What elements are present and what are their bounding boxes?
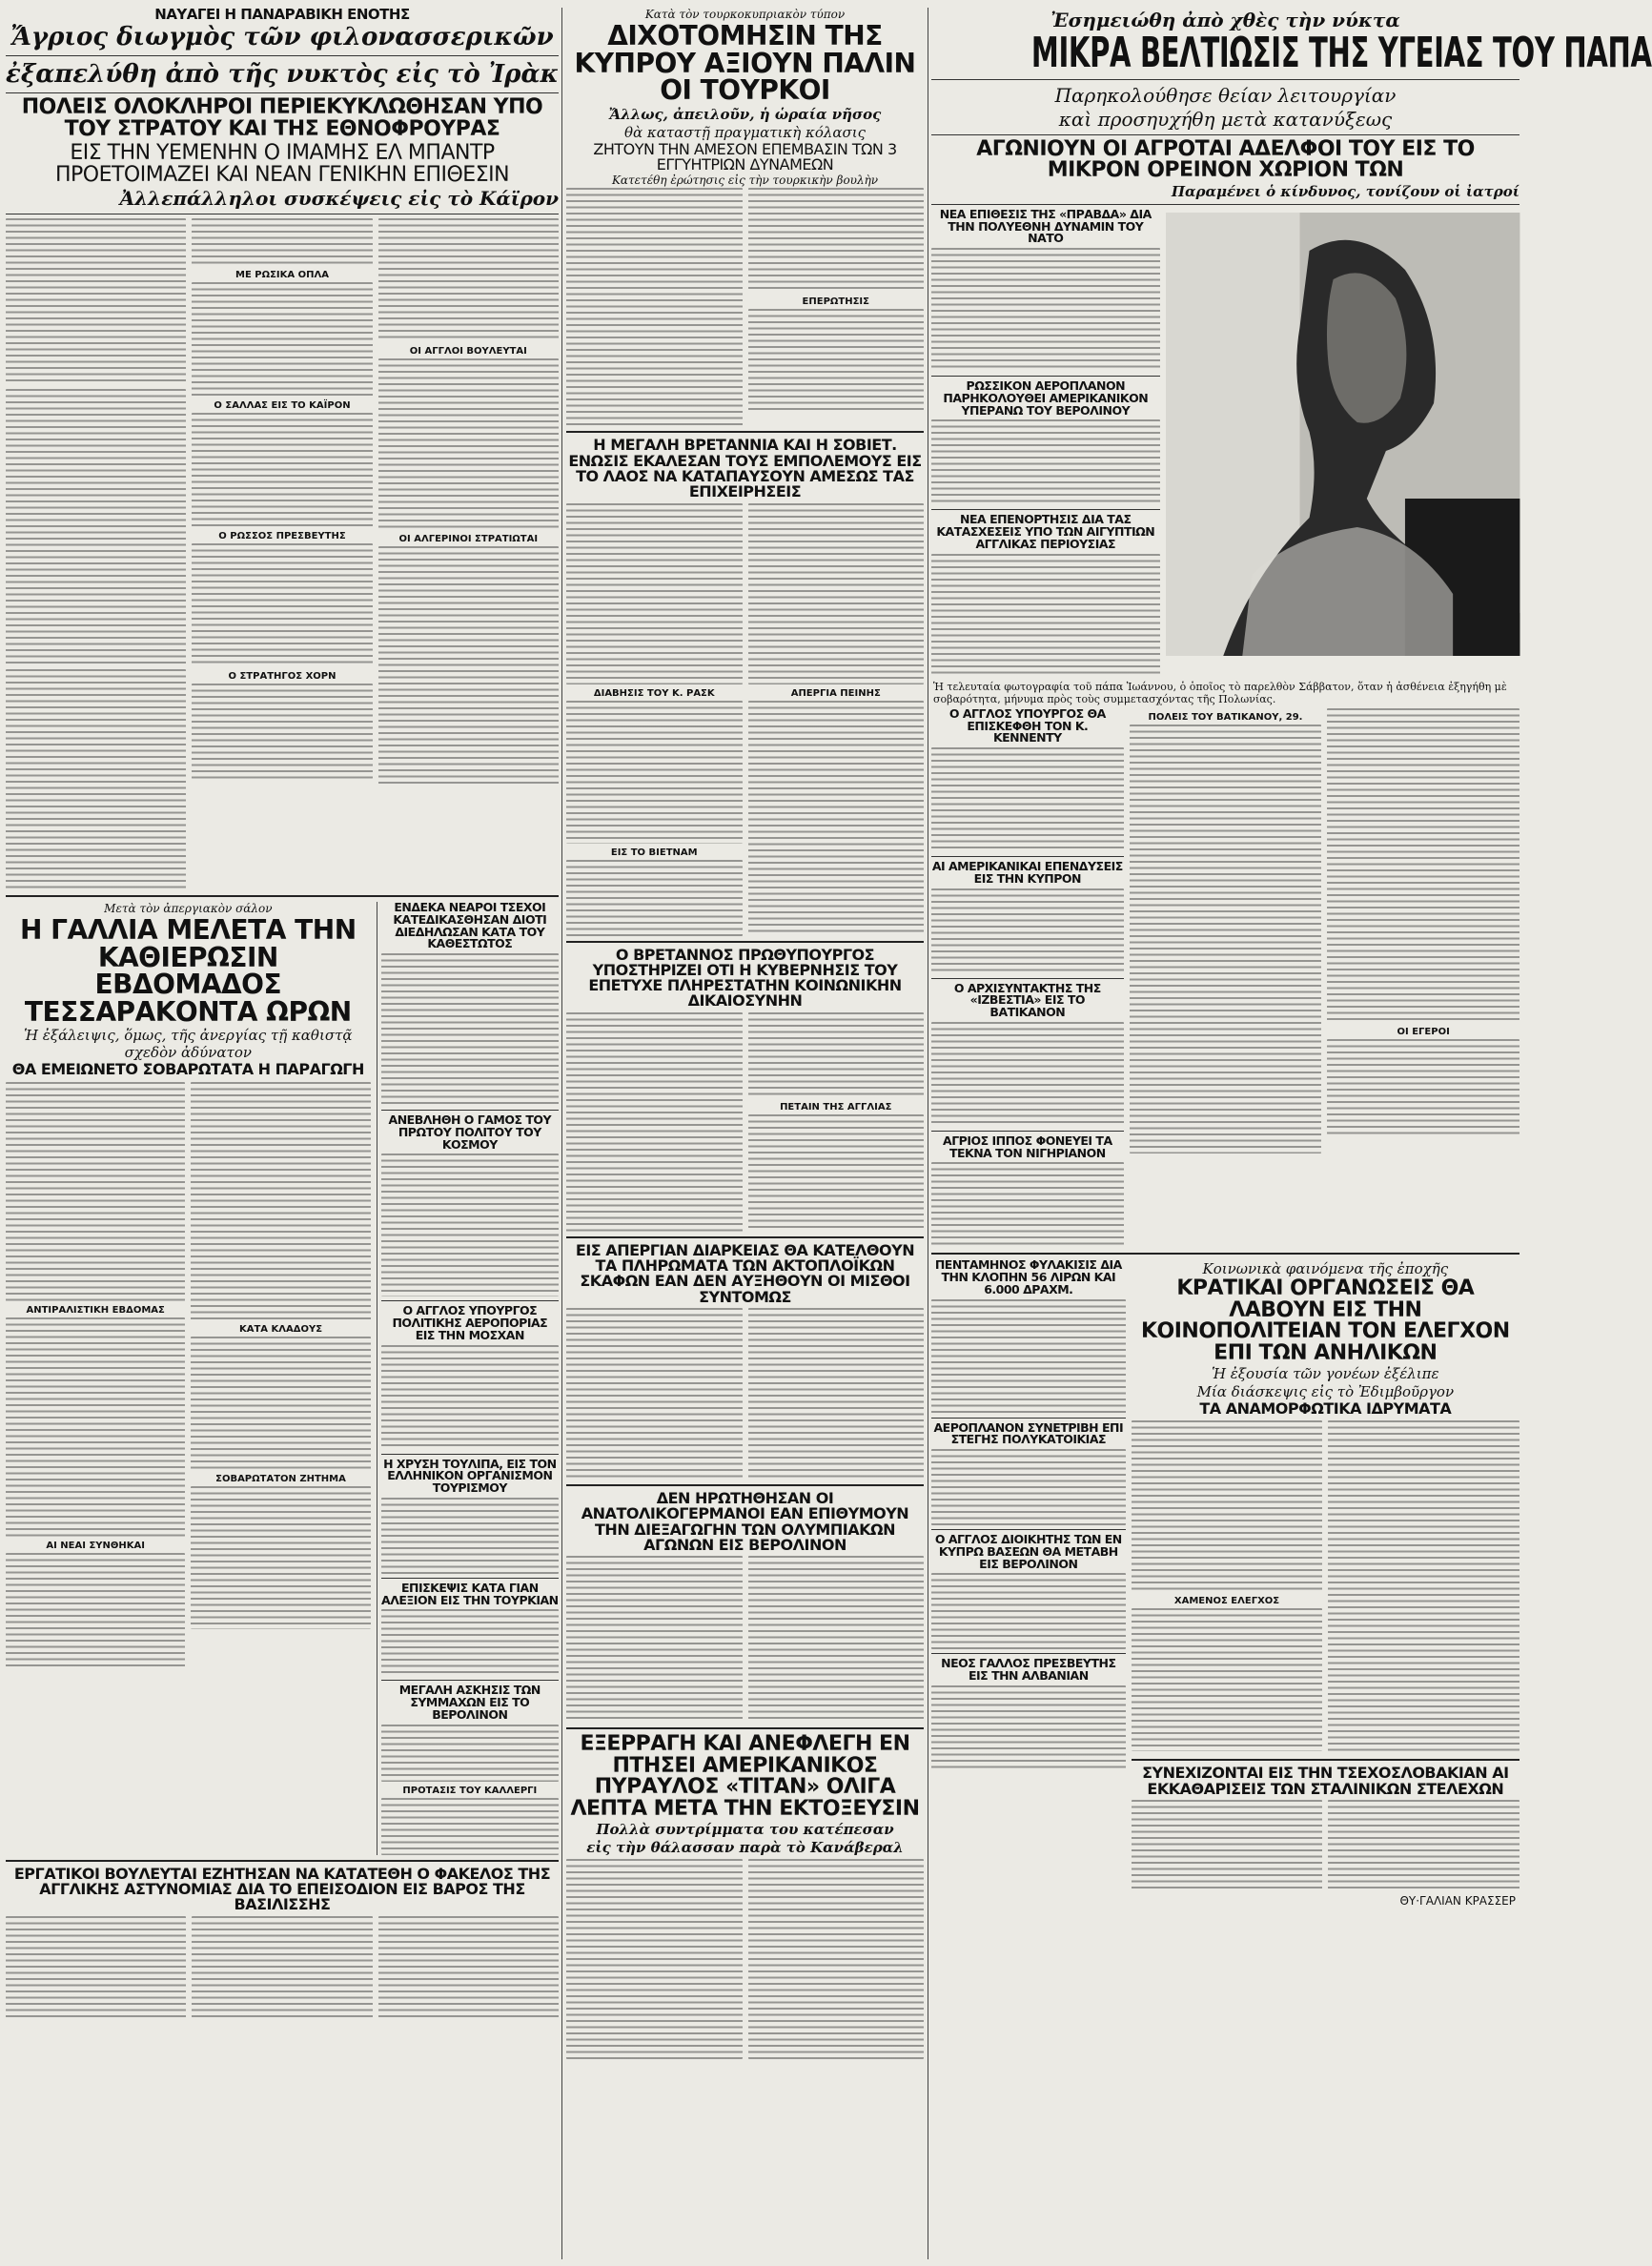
subhead-question-parliament: Κατετέθη ἐρώτησις εἰς τὴν τουρκικὴν βουλὴν [611,174,879,188]
body-text [6,1317,185,1537]
divider [566,1727,924,1729]
divider [381,1578,559,1579]
body-text [192,1916,372,2021]
section-english-mps: ΟΙ ΑΓΓΛΟΙ ΒΟΥΛΕΥΤΑΙ [409,346,527,357]
column-right [931,8,1652,2262]
body-text [931,1685,1126,1771]
subhead-doctors: Παραμένει ὁ κίνδυνος, τονίζουν οἱ ἰατροί [1171,182,1519,200]
body-text [566,1308,743,1480]
brief-english-minister-moscow: Ο ΑΓΓΛΟΣ ΥΠΟΥΡΓΟΣ ΠΟΛΙΤΙΚΗΣ ΑΕΡΟΠΟΡΙΑΣ ΕΙΣ ΤΗΝ ΜΟΣΧΑΝ [392,1303,548,1342]
subhead-production: ΘΑ ΕΜΕΙΩΝΕΤΟ ΣΟΒΑΡΩΤΑΤΑ Η ΠΑΡΑΓΩΓΗ [11,1060,364,1079]
headline-titan-explosion: ΕΞΕΡΡΑΓΗ ΚΑΙ ΑΝΕΦΛΕΓΗ ΕΝ ΠΤΗΣΕΙ ΑΜΕΡΙΚΑΝΙΚΟΣ ΠΥΡΑΥΛΟΣ «ΤΙΤΑΝ» ΟΛΙΓΑ ΛΕΠΤΑ ΜΕΤΑ ΤΗΝ ΕΚΤΟΞΕΥΣΙΝ [570,1732,920,1821]
divider [6,92,559,93]
pm-body [566,1012,924,1232]
body-text [381,1609,559,1676]
headline-britain-soviet: Η ΜΕΓΑΛΗ ΒΡΕΤΑΝΝΙΑ ΚΑΙ Η ΣΟΒΙΕΤ. ΕΝΩΣΙΣ ΕΚΑΛΕΣΑΝ ΤΟΥΣ ΕΜΠΟΛΕΜΟΥΣ ΕΙΣ ΤΟ ΛΑΟΣ ΝΑ ΚΑΤΑΠΑΥΣΟΥΝ ΑΜΕΣΩΣ ΤΑΣ ΕΠΙΧΕΙΡΗΣΕΙΣ [568,436,922,501]
body-text [6,1916,186,2021]
divider [6,55,559,56]
divider [931,1253,1519,1255]
body-text [748,1308,925,1480]
body-text [931,248,1160,372]
subhead-guarantors: ΖΗΤΟΥΝ ΤΗΝ ΑΜΕΣΟΝ ΕΠΕΜΒΑΣΙΝ ΤΩΝ 3 ΕΓΓΥΗΤΡΙΩΝ ΔΥΝΑΜΕΩΝ [593,139,897,174]
brief-five-month-sentence: ΠΕΝΤΑΜΗΝΟΣ ΦΥΛΑΚΙΣΙΣ ΔΙΑ ΤΗΝ ΚΛΟΠΗΝ 56 ΛΙΡΩΝ ΚΑΙ 6.000 ΔΡΑΧΜ. [934,1257,1122,1296]
kicker-panarab: ΝΑΥΑΓΕΙ Η ΠΑΝΑΡΑΒΙΚΗ ΕΝΟΤΗΣ [154,6,410,23]
body-text [1328,1800,1519,1890]
divider [931,79,1519,80]
lower-left-briefs [377,902,559,1855]
pope-photo-block [1166,209,1519,678]
section-vatican-city: ΠΟΛΕΙΣ ΤΟΥ ΒΑΤΙΚΑΝΟΥ, 29. [1148,711,1303,723]
body-text [1130,725,1322,1153]
body-text [378,1916,559,2021]
headline-czech-purges: ΣΥΝΕΧΙΖΟΝΤΑΙ ΕΙΣ ΤΗΝ ΤΣΕΧΟΣΛΟΒΑΚΙΑΝ ΑΙ ΕΚΚΑΘΑΡΙΣΕΙΣ ΤΩΝ ΣΤΑΛΙΝΙΚΩΝ ΣΤΕΛΕΧΩΝ [1142,1764,1509,1798]
body-text [931,888,1124,974]
body-text [192,282,372,397]
divider [566,431,924,433]
body-text [566,1556,743,1723]
body-text [6,389,186,665]
body-text [1132,1420,1323,1592]
headline-yemen: ΕΙΣ ΤΗΝ ΥΕΜΕΝΗΝ Ο ΙΜΑΜΗΣ ΕΛ ΜΠΑΝΤΡ ΠΡΟΕΤΟΙΜΑΖΕΙ ΚΑΙ ΝΕΑΝ ΓΕΝΙΚΗΝ ΕΠΙΘΕΣΙΝ [54,141,510,187]
body-text [1327,1039,1519,1134]
gallia-body [6,1082,371,1667]
body-text [566,1859,743,2059]
body-text [192,413,372,527]
brief-french-ambassador-albania: ΝΕΟΣ ΓΑΛΛΟΣ ΠΡΕΣΒΕΥΤΗΣ ΕΙΣ ΤΗΝ ΑΛΒΑΝΙΑΝ [941,1656,1116,1684]
body-text [931,1573,1126,1649]
brief-golden-tulip: Η ΧΡΥΣΗ ΤΟΥΛΙΠΑ, ΕΙΣ ΤΟΝ ΕΛΛΗΝΙΚΟΝ ΟΡΓΑΝΙΣΜΟΝ ΤΟΥΡΙΣΜΟΥ [383,1456,557,1496]
body-text [381,1345,559,1450]
divider [931,1131,1124,1132]
column-middle [566,8,924,2262]
body-text [748,701,925,934]
body-text [931,419,1160,505]
kicker-gallia: Μετὰ τὸν ἀπεργιακὸν σάλον [104,902,273,916]
section-hunger-strike: ΑΠΕΡΓΙΑ ΠΕΙΝΗΣ [790,687,881,699]
strike-body [566,1308,924,1480]
body-text [1132,1608,1323,1751]
divider [931,1653,1126,1654]
subhead-edinburgh: Μία διάσκεψις εἰς τὸ Ἐδιμβοῦργον [1196,1383,1455,1401]
column-divider [561,8,562,2259]
subhead-parents: Ἡ ἐξουσία τῶν γονέων ἐξέλιπε [1212,1365,1439,1383]
headline-olympics-berlin: ΔΕΝ ΗΡΩΤΗΘΗΣΑΝ ΟΙ ΑΝΑΤΟΛΙΚΟΓΕΡΜΑΝΟΙ ΕΑΝ ΕΠΙΘΥΜΟΥΝ ΤΗΝ ΔΙΕΞΑΓΩΓΗΝ ΤΩΝ ΟΛΥΜΠΙΑΚΩΝ ΑΓΩΝΩΝ ΕΙΣ ΒΕΡΟΛΙΝΟΝ [581,1489,909,1554]
iraq-article-body [6,218,559,890]
body-text [378,218,559,342]
headline-iraq-2: ἐξαπελύθη ἀπὸ τῆς νυκτὸς εἰς τὸ Ἰρὰκ [6,60,559,90]
body-text [748,309,925,414]
divider [381,1110,559,1111]
cyprus-body [566,188,924,426]
mid-right-block [931,705,1519,1249]
brief-egypt-seizures: ΝΕΑ ΕΠΕΝΟΡΤΗΣΙΣ ΔΙΑ ΤΑΣ ΚΑΤΑΣΧΕΣΕΙΣ ΥΠΟ ΤΩΝ ΑΙΓΥΠΤΙΩΝ ΑΓΓΛΙΚΑΣ ΠΕΡΙΟΥΣΙΑΣ [936,512,1155,551]
headline-labour-queen: ΕΡΓΑΤΙΚΟΙ ΒΟΥΛΕΥΤΑΙ ΕΖΗΤΗΣΑΝ ΝΑ ΚΑΤΑΤΕΘΗ Ο ΦΑΚΕΛΟΣ ΤΗΣ ΑΓΓΛΙΚΗΣ ΑΣΤΥΝΟΜΙΑΣ ΔΙΑ ΤΟ ΕΠΕΙΣΟΔΙΟΝ ΕΙΣ ΒΑΡΟΣ ΤΗΣ ΒΑΣΙΛΙΣΣΗΣ [13,1864,551,1914]
divider [381,1300,559,1301]
pope-left-briefs [931,206,1160,678]
subhead-hell: θὰ καταστῇ πραγματικὴ κόλασις [623,123,867,141]
divider [6,895,559,897]
body-text [931,1299,1126,1414]
divider [566,941,924,943]
section-egeron: ΟΙ ΕΓΕΡΟΙ [1397,1026,1450,1037]
column-left [6,8,559,2262]
body-text [6,1082,185,1301]
pope-block [931,206,1519,678]
brief-cyprus-bases-commander: Ο ΑΓΓΛΟΣ ΔΙΟΙΚΗΤΗΣ ΤΩΝ ΕΝ ΚΥΠΡΩ ΒΑΣΕΩΝ ΘΑ ΜΕΤΑΒΗ ΕΙΣ ΒΕΡΟΛΙΝΟΝ [934,1532,1122,1571]
body-text [1328,1420,1519,1754]
body-text [931,554,1160,678]
body-text [931,1449,1126,1525]
body-text [566,1012,743,1232]
body-text [931,1022,1124,1127]
body-text [381,1725,559,1782]
divider [381,1454,559,1455]
body-text [748,1114,925,1229]
section-antiralist-week: ΑΝΤΙΡΑΛΙΣΤΙΚΗ ΕΒΔΟΜΑΣ [26,1304,165,1316]
body-text [381,1798,559,1855]
body-text [191,1486,370,1629]
headline-ferry-strike: ΕΙΣ ΑΠΕΡΓΙΑΝ ΔΙΑΡΚΕΙΑΣ ΘΑ ΚΑΤΕΛΘΟΥΝ ΤΑ ΠΛΗΡΩΜΑΤΑ ΤΩΝ ΑΚΤΟΠΛΟΪΚΩΝ ΣΚΑΦΩΝ ΕΑΝ ΔΕΝ ΑΥΞΗΘΟΥΝ ΟΙ ΜΙΣΘΟΙ ΣΥΝΤΟΜΩΣ [575,1240,915,1306]
section-vietnam: ΕΙΣ ΤΟ ΒΙΕΤΝΑΜ [610,847,698,858]
subhead-debris: Πολλὰ συντρίμματα του κατέπεσαν [596,1821,894,1839]
kicker-last-night: Ἐσημειώθη ἀπὸ χθὲς τὴν νύκτα [1050,9,1400,31]
brief-izvestia-vatican: Ο ΑΡΧΙΣΥΝΤΑΚΤΗΣ ΤΗΣ «ΙΖΒΕΣΤΙΑ» ΕΙΣ ΤΟ ΒΑΤΙΚΑΝΟΝ [953,980,1101,1020]
divider [1132,1759,1519,1761]
headline-juveniles: ΚΡΑΤΙΚΑΙ ΟΡΓΑΝΩΣΕΙΣ ΘΑ ΛΑΒΟΥΝ ΕΙΣ ΤΗΝ ΚΟΙΝΟΠΟΛΙΤΕΙΑΝ ΤΟΝ ΕΛΕΓΧΟΝ ΕΠΙ ΤΩΝ ΑΝΗΛΙΚΩΝ [1141,1276,1510,1365]
body-text [381,1153,559,1296]
czech-body [1132,1800,1519,1890]
brief-russian-plane: ΡΩΣΣΙΚΟΝ ΑΕΡΟΠΛΑΝΟΝ ΠΑΡΗΚΟΛΟΥΘΕΙ ΑΜΕΡΙΚΑΝΙΚΟΝ ΥΠΕΡΑΝΩ ΤΟΥ ΒΕΡΟΛΙΝΟΥ [943,378,1149,418]
britain-body [566,503,924,936]
pope-photograph [1166,213,1519,656]
body-text [748,1556,925,1723]
subhead-cairo: Ἀλλεπάλληλοι συσκέψεις εἰς τὸ Κάϊρον [119,187,559,211]
body-text [6,218,186,385]
brief-alexios-visit: ΕΠΙΣΚΕΨΙΣ ΚΑΤΑ ΓΙΑΝ ΑΛΕΞΙΟΝ ΕΙΣ ΤΗΝ ΤΟΥΡΚΙΑΝ [381,1580,559,1607]
body-text [566,503,743,684]
body-text [192,543,372,667]
body-text [748,503,925,684]
headline-pope-health: ΜΙΚΡΑ ΒΕΛΤΙΩΣΙΣ ΤΗΣ ΥΓΕΙΑΣ ΤΟΥ ΠΑΠΑ [1030,29,1652,77]
body-text [748,1012,925,1098]
section-lost-control: ΧΑΜΕΝΟΣ ΕΛΕΓΧΟΣ [1173,1596,1280,1607]
section-eperotisis: ΕΠΕΡΩΤΗΣΙΣ [802,296,869,308]
body-text [931,1162,1124,1248]
body-text [192,218,372,266]
subhead-liturgy: Παρηκολούθησε θείαν λειτουργίαν [1054,83,1397,107]
divider [931,134,1519,135]
brief-american-investments: ΑΙ ΑΜΕΡΙΚΑΝΙΚΑΙ ΕΠΕΝΔΥΣΕΙΣ ΕΙΣ ΤΗΝ ΚΥΠΡΟΝ [931,859,1123,886]
subhead-unemployment: Ἡ ἐξάλειψις, ὅμως, τῆς ἀνεργίας τῇ καθιστᾷ σχεδὸν ἀδύνατον [24,1027,353,1062]
body-text [6,1553,185,1667]
divider [931,509,1160,510]
brief-wild-horse: ΑΓΡΙΟΣ ΙΠΠΟΣ ΦΟΝΕΥΕΙ ΤΑ ΤΕΚΝΑ ΤΟΝ ΝΙΓΗΡΙΑΝΟΝ [943,1133,1112,1160]
body-text [748,188,925,293]
kicker-social: Κοινωνικὰ φαινόμενα τῆς ἐποχῆς [1202,1260,1449,1278]
section-new-conditions: ΑΙ ΝΕΑΙ ΣΥΝΘΗΚΑΙ [46,1540,145,1551]
body-text [566,188,743,426]
subhead-reformatories: ΤΑ ΑΝΑΜΟΡΦΩΤΙΚΑ ΙΔΡΥΜΑΤΑ [1199,1399,1452,1419]
divider [931,978,1124,979]
headline-iraq-1: Ἄγριος διωγμὸς τῶν φιλονασσερικῶν [10,23,554,52]
headline-british-pm: Ο ΒΡΕΤΑΝΝΟΣ ΠΡΩΘΥΠΟΥΡΓΟΣ ΥΠΟΣΤΗΡΙΖΕΙ ΟΤΙ Η ΚΥΒΕΡΝΗΣΙΣ ΤΟΥ ΕΠΕΤΥΧΕ ΠΛΗΡΕΣΤΑΤΗΝ ΚΟΙΝΩΝΙΚΗΝ ΔΙΚΑΙΟΣΥΝΗΝ [588,945,902,1011]
divider [931,1529,1126,1530]
brief-czech-youths: ΕΝΔΕΚΑ ΝΕΑΡΟΙ ΤΣΕΧΟΙ ΚΑΤΕΔΙΚΑΣΘΗΣΑΝ ΔΙΟΤΙ ΔΙΕΔΗΛΩΣΑΝ ΚΑΤΑ ΤΟΥ ΚΑΘΕΣΤΩΤΟΣ [393,900,547,951]
byline-krasser: ΘΥ·ΓΑΛΙΑΝ ΚΡΑΣΣΕΡ [1399,1894,1516,1909]
section-rusk: ΔΙΑΒΗΣΙΣ ΤΟΥ Κ. ΡΑΣΚ [593,687,715,699]
body-text [378,358,559,530]
body-text [931,747,1124,852]
titan-body [566,1859,924,2059]
divider [931,1418,1126,1419]
bottom-right-block [931,1259,1519,1911]
lower-left-block [6,902,559,1855]
body-text [381,953,559,1106]
body-text [191,1337,370,1470]
divider [6,1860,559,1862]
body-text [192,684,372,779]
brief-pravda-nato: ΝΕΑ ΕΠΙΘΕΣΙΣ ΤΗΣ «ΠΡΑΒΔΑ» ΔΙΑ ΤΗΝ ΠΟΛΥΕΘΝΗ ΔΥΝΑΜΙΝ ΤΟΥ ΝΑΤΟ [939,206,1152,246]
headline-gallia-40-hours: Η ΓΑΛΛΙΑ ΜΕΛΕΤΑ ΤΗΝ ΚΑΘΙΕΡΩΣΙΝ ΕΒΔΟΜΑΔΟΣ ΤΕΣΣΑΡΑΚΟΝΤΑ ΩΡΩΝ [20,914,357,1028]
headline-peasant-brothers: ΑΓΩΝΙΟΥΝ ΟΙ ΑΓΡΟΤΑΙ ΑΔΕΛΦΟΙ ΤΟΥ ΕΙΣ ΤΟ ΜΙΚΡΟΝ ΟΡΕΙΝΟΝ ΧΩΡΙΟΝ ΤΩΝ [976,136,1475,183]
body-text [6,669,186,890]
divider [931,204,1519,205]
divider [931,376,1160,377]
divider [566,1484,924,1486]
olympics-body [566,1556,924,1723]
brief-plane-crash-roof: ΑΕΡΟΠΛΑΝΟΝ ΣΥΝΕΤΡΙΒΗ ΕΠΙ ΣΤΕΓΗΣ ΠΟΛΥΚΑΤΟΙΚΙΑΣ [933,1419,1124,1447]
body-text [566,701,743,844]
section-cairo-sallal: Ο ΣΑΛΛΑΣ ΕΙΣ ΤΟ ΚΑΪΡΟΝ [214,400,351,412]
divider [381,1680,559,1681]
divider [566,1236,924,1238]
body-text [1327,708,1519,1023]
pope-photo-caption: Ἡ τελευταία φωτογραφία τοῦ πάπα Ἰωάννου, ὁ ὁποῖος τὸ παρελθὸν Σάββατον, ὅταν ἡ ἀσθένεια ἐξηγήθη μὲ σοβαρότητα, μήνυμα πρὸς τοὺς συμμετασχόντας τῆς Πολωνίας. [933,680,1507,705]
headline-cyprus-partition: ΔΙΧΟΤΟΜΗΣΙΝ ΤΗΣ ΚΥΠΡΟΥ ΑΞΙΟΥΝ ΠΑΛΙΝ ΟΙ ΤΟΥΡΚΟΙ [574,20,916,107]
section-serious-issue: ΣΟΒΑΡΩΤΑΤΟΝ ΖΗΤΗΜΑ [215,1473,346,1484]
body-text [748,1859,925,2059]
juveniles-body [1132,1420,1519,1754]
subhead-threat: Ἄλλως, ἀπειλοῦν, ἡ ὡραία νῆσος [608,105,882,123]
subhead-prayed: καὶ προσηυχήθη μετὰ κατανύξεως [1058,107,1393,131]
section-by-sector: ΚΑΤΑ ΚΛΑΔΟΥΣ [238,1323,323,1335]
brief-wedding-postponed: ΑΝΕΒΛΗΘΗ Ο ΓΑΜΟΣ ΤΟΥ ΠΡΩΤΟΥ ΠΟΛΙΤΟΥ ΤΟΥ ΚΟΣΜΟΥ [388,1113,552,1152]
section-general-horn: Ο ΣΤΡΑΤΗΓΟΣ ΧΟΡΝ [228,671,337,683]
subhead-canaveral: εἰς τὴν θάλασσαν παρὰ τὸ Κανάβεραλ [586,1839,904,1857]
section-russian-ambassador: Ο ΡΩΣΣΟΣ ΠΡΕΣΒΕΥΤΗΣ [218,531,346,542]
section-kallergi: ΠΡΟΤΑΣΙΣ ΤΟΥ ΚΑΛΛΕΡΓΙ [402,1785,538,1796]
section-petain: ΠΕΤΑΙΝ ΤΗΣ ΑΓΓΛΙΑΣ [780,1101,892,1113]
body-text [191,1082,370,1320]
divider [931,856,1124,857]
kicker-turkish-press: Κατὰ τὸν τουρκοκυπριακὸν τύπον [644,8,846,21]
headline-cities-encircled: ΠΟΛΕΙΣ ΟΛΟΚΛΗΡΟΙ ΠΕΡΙΕΚΥΚΛΩΘΗΣΑΝ ΥΠΟ ΤΟΥ ΣΤΡΑΤΟΥ ΚΑΙ ΤΗΣ ΕΘΝΟΦΡΟΥΡΑΣ [21,95,543,141]
body-text [566,860,743,936]
body-text [381,1498,559,1574]
headline-pope-wrap [931,29,1652,77]
body-text [1132,1800,1323,1890]
section-algerian-soldiers: ΟΙ ΑΛΓΕΡΙΝΟΙ ΣΤΡΑΤΙΩΤΑΙ [398,534,539,545]
section-russian-arms: ΜΕ ΡΩΣΙΚΑ ΟΠΛΑ [235,270,329,281]
brief-english-minister-kennedy: Ο ΑΓΓΛΟΣ ΥΠΟΥΡΓΟΣ ΘΑ ΕΠΙΣΚΕΦΘΗ ΤΟΝ Κ. ΚΕΝΝΕΝΤΥ [948,705,1106,745]
body-text [378,546,559,785]
brief-allied-exercise: ΜΕΓΑΛΗ ΑΣΚΗΣΙΣ ΤΩΝ ΣΥΜΜΑΧΩΝ ΕΙΣ ΤΟ ΒΕΡΟΛΙΝΟΝ [398,1683,540,1722]
labour-body [6,1916,559,2021]
